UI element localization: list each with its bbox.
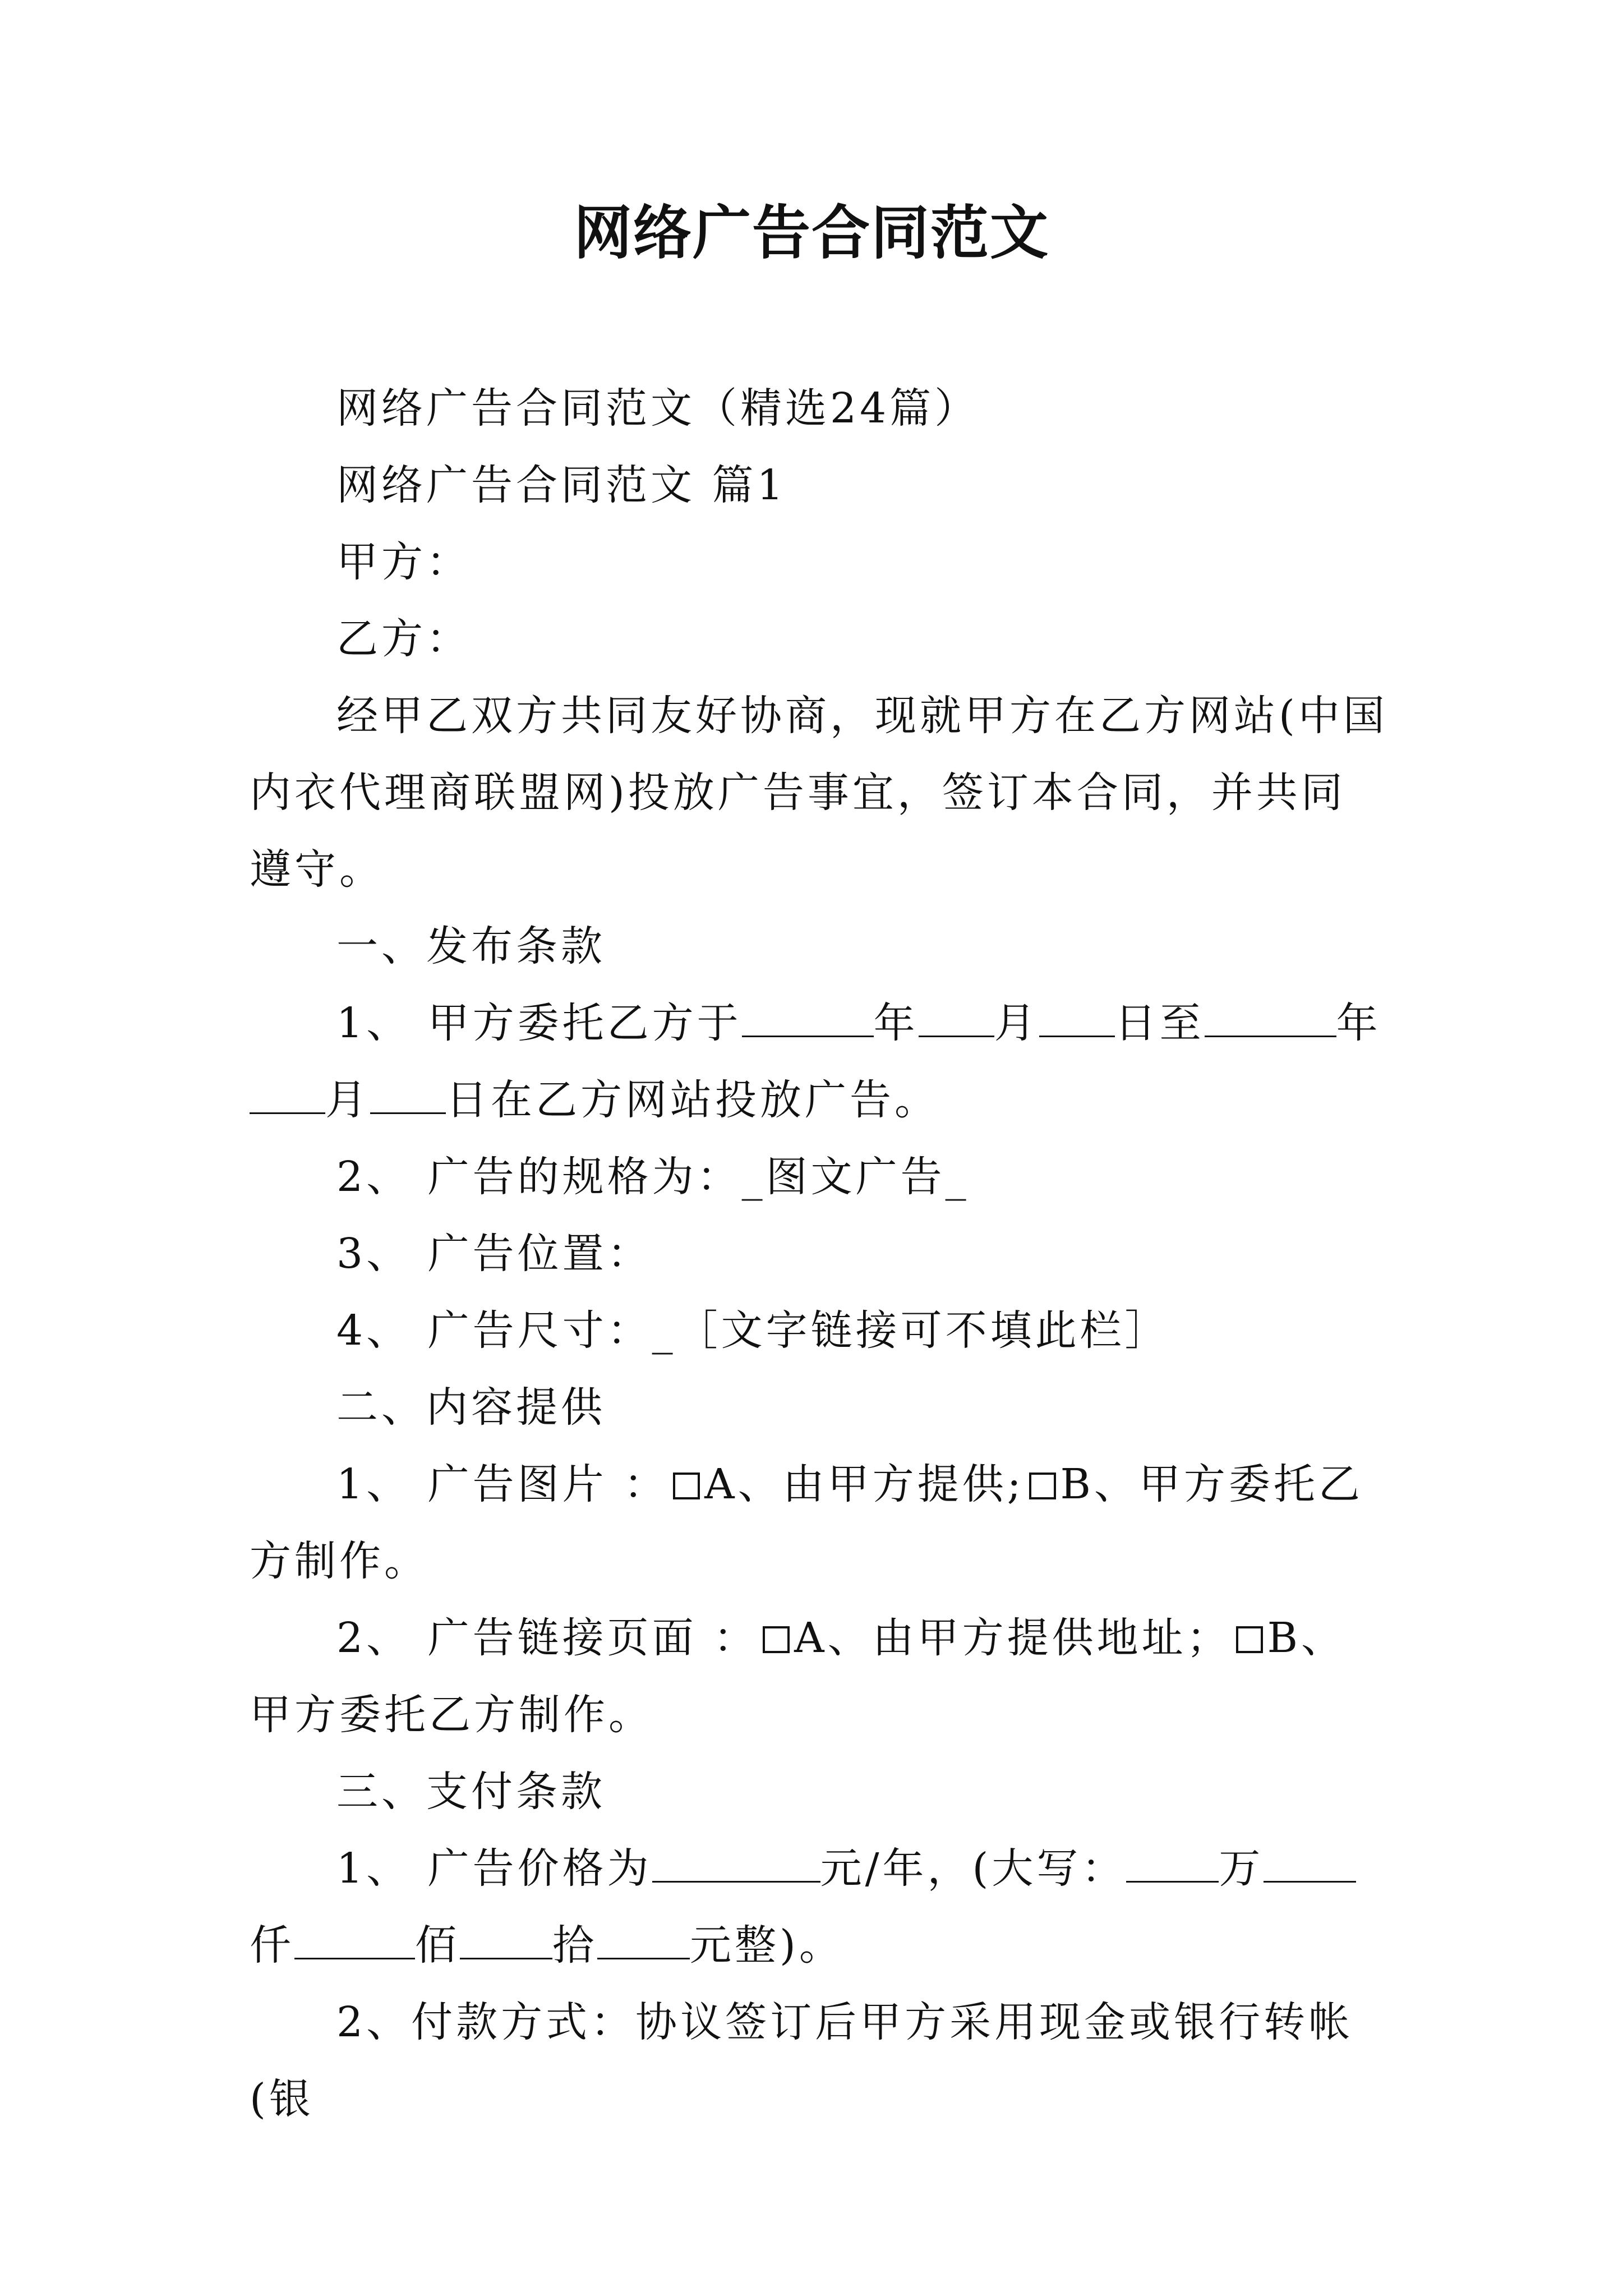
paragraph-party-a: 甲方： xyxy=(336,538,471,586)
paragraph-ad-price xyxy=(250,1830,1388,1984)
blank-month-end xyxy=(250,1078,325,1114)
text-segment: 拾 xyxy=(552,1921,597,1970)
blank-qian xyxy=(1264,1846,1356,1883)
paragraph-payment-method: 2、付款方式：协议签订后甲方采用现金或银行转帐(银 xyxy=(250,1998,1354,2123)
blank-month-start xyxy=(919,1001,994,1037)
text-segment: 月 xyxy=(325,1076,370,1124)
paragraph-heading-publish: 一、发布条款 xyxy=(336,922,606,970)
blank-price xyxy=(652,1846,820,1883)
text-segment: B、甲方委托乙方制作。 xyxy=(250,1460,1363,1585)
text-segment: 年 xyxy=(873,999,919,1047)
checkbox-icon xyxy=(763,1626,790,1653)
text-segment: 万 xyxy=(1219,1844,1264,1893)
text-segment: 年 xyxy=(1336,999,1381,1047)
paragraph-heading-payment: 三、支付条款 xyxy=(336,1768,606,1816)
paragraph-intro: 经甲乙双方共同友好协商，现就甲方在乙方网站(中国内衣代理商联盟网)投放广告事宜，签订本合同，并共同遵守。 xyxy=(250,692,1388,894)
blank-yuan xyxy=(597,1923,690,1959)
document-title: 网络广告合同范文 xyxy=(573,198,1049,267)
checkbox-icon xyxy=(1029,1473,1056,1499)
paragraph-ad-position: 3、 广告位置： xyxy=(336,1230,652,1278)
text-segment: A、由甲方提供地址； xyxy=(794,1614,1232,1662)
paragraph-ad-size: 4、 广告尺寸：_［文字链接可不填此栏］ xyxy=(336,1306,1170,1355)
checkbox-icon xyxy=(1236,1626,1263,1653)
blank-year-end xyxy=(1205,1001,1336,1037)
text-segment: 1、 广告价格为 xyxy=(336,1844,652,1893)
checkbox-icon xyxy=(673,1473,700,1499)
text-segment: 仟 xyxy=(250,1921,294,1970)
text-segment: 2、 广告链接页面 ： xyxy=(336,1614,759,1662)
blank-year-start xyxy=(742,1001,874,1037)
paragraph-ad-link xyxy=(250,1600,1388,1754)
blank-day-end xyxy=(370,1078,446,1114)
text-segment: B、甲方委托乙方制作。 xyxy=(250,1614,1346,1739)
text-segment: 佰 xyxy=(415,1921,460,1970)
blank-wan xyxy=(1126,1846,1219,1883)
blank-day-start xyxy=(1039,1001,1115,1037)
text-segment: 日在乙方网站投放广告。 xyxy=(446,1076,939,1124)
text-segment: 元/年，(大写： xyxy=(820,1844,1127,1893)
paragraph-heading-content: 二、内容提供 xyxy=(336,1383,606,1432)
document-body xyxy=(250,370,1388,2138)
text-segment: 日至 xyxy=(1114,999,1205,1047)
blank-shi xyxy=(460,1923,552,1959)
paragraph-ad-spec: 2、 广告的规格为：_图文广告_ xyxy=(336,1153,970,1201)
text-segment: A、由甲方提供; xyxy=(704,1460,1025,1508)
text-segment: 月 xyxy=(994,999,1039,1047)
paragraph-section-heading: 网络广告合同范文 篇1 xyxy=(336,461,787,509)
text-segment: 元整)。 xyxy=(690,1921,844,1970)
paragraph-party-b: 乙方： xyxy=(336,615,471,663)
text-segment: 1、 广告图片 ： xyxy=(336,1460,669,1508)
paragraph-subtitle: 网络广告合同范文（精选24篇） xyxy=(336,384,980,432)
paragraph-publish-period xyxy=(250,985,1388,1139)
text-segment: 1、 甲方委托乙方于 xyxy=(336,999,742,1047)
blank-bai xyxy=(294,1923,415,1959)
paragraph-ad-image xyxy=(250,1446,1388,1600)
